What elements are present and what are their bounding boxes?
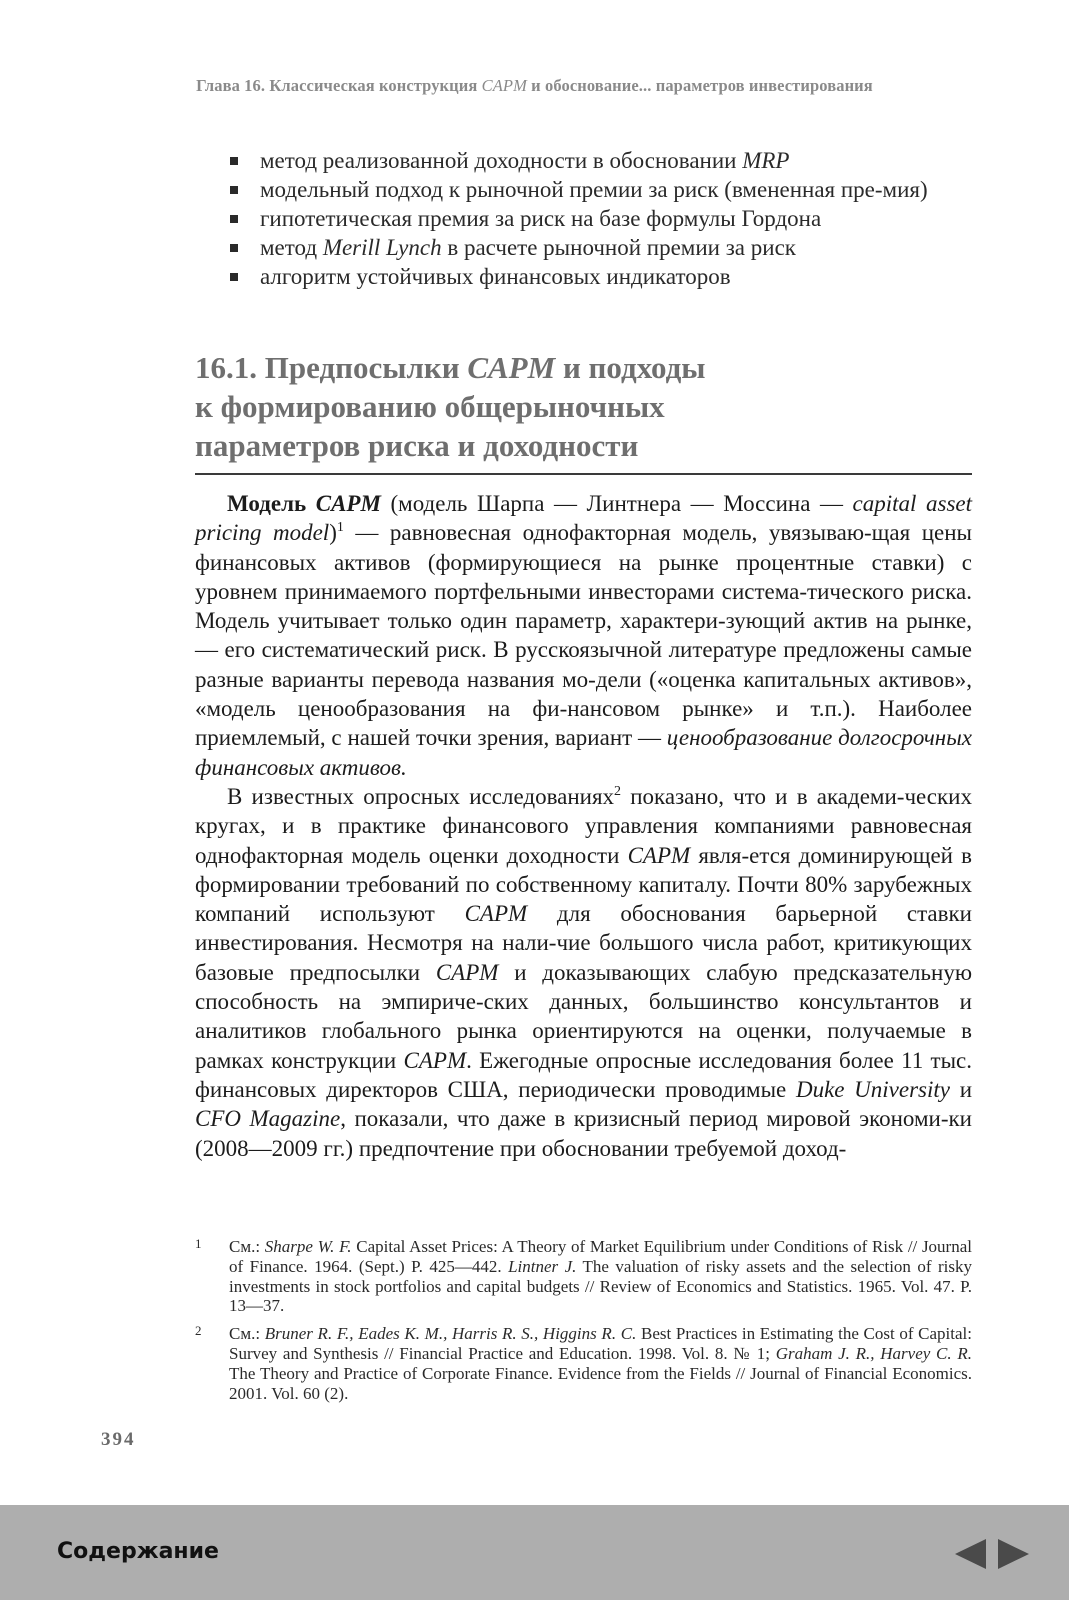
section-divider (195, 473, 972, 475)
text-run: См.: (229, 1237, 265, 1256)
text-run: Модель (227, 491, 316, 516)
text-run: CAPM (627, 842, 691, 868)
text-run: Best Practices in Estimating the Cost of Capital: Survey and Synthesis // Financial Practice and Education. 1998. Vol. 8. № 1; (229, 1324, 972, 1363)
footnote-ref: 1 (336, 520, 344, 536)
list-item (228, 262, 973, 291)
footnote-ref: 2 (614, 783, 622, 799)
section-title-capm: CAPM (467, 350, 556, 385)
running-head (0, 76, 1069, 96)
bullet-square-icon (230, 186, 238, 194)
text-run: модельный подход к рыночной премии за риск (вмененная пре-мия) (260, 177, 928, 202)
text-run: и доказывающих слабую предсказательную способность на эмпириче-ских данных, большинство консультантов и аналитиков глобального рынка ориентируются на оценки, получаемые в рамках конструкции (195, 959, 972, 1073)
text-run: Lintner J. (508, 1256, 577, 1276)
chapter-topics-list (228, 146, 973, 291)
text-run: . Ежегодные опросные исследования более 11 тыс. финансовых директоров США, периодически проводимые (195, 1047, 973, 1102)
text-run: Sharpe W. F. (264, 1237, 352, 1256)
running-head-capm: CAPM (481, 76, 527, 95)
table-of-contents-link[interactable]: Содержание (57, 1539, 219, 1564)
section-heading-line-1 (195, 348, 975, 387)
list-item (228, 146, 973, 175)
text-run: capital asset pricing model (195, 491, 972, 546)
text-run: алгоритм устойчивых финансовых индикаторов (260, 264, 731, 289)
text-run: — равновесная однофакторная модель, увязываю-щая цены финансовых активов (формирующиеся на рынке процентные ставки) с уровнем принимаемого портфельными инвесторами система-тического риска. Модель учитывает только один параметр, характери-зующий актив на рынке, — его систематический риск. В русскоязычной литературе предложены самые разные варианты перевода названия мо-дели («оценка капитальных активов», «модель ценообразования на фи-нансовом рынке» и т.п.). Наиболее приемлемый, с нашей точки зрения, вариант — (195, 520, 972, 751)
list-item (228, 175, 973, 204)
bullet-square-icon (230, 273, 238, 281)
section-number: 16.1. (195, 350, 257, 385)
text-run: метод (260, 235, 323, 260)
navigation-bar (0, 1505, 1069, 1600)
text-run: в расчете рыночной премии за риск (441, 235, 796, 260)
section-title-c: и подходы (555, 350, 706, 385)
bullet-square-icon (230, 157, 238, 165)
text-run: CAPM (315, 491, 381, 516)
footnote-number: 1 (195, 1236, 202, 1251)
body-paragraph (195, 489, 972, 782)
section-heading-line-3: параметров риска и доходности (195, 428, 639, 463)
text-run: CAPM (403, 1047, 467, 1073)
section-heading (195, 348, 975, 465)
section-heading-line-2: к формированию общерыночных (195, 389, 665, 424)
footnote (195, 1237, 972, 1316)
text-run: The valuation of risky assets and the selection of risky investments in stock portfolios and capital budgets // Review of Economics and Statistics. 1965. Vol. 47. P. 13—37. (229, 1256, 972, 1316)
footnotes (195, 1237, 972, 1411)
text-run: (модель Шарпа — Линтнера — Моссина — (380, 491, 853, 516)
text-run: , показали, что даже в кризисный период мировой экономи-ки (2008—2009 гг.) предпочтение при обосновании требуемой доход- (195, 1106, 972, 1161)
text-run: явля-ется доминирующей в формировании требований по собственному капиталу. Почти 80% зарубежных компаний используют (195, 842, 972, 927)
arrow-right-icon[interactable] (996, 1537, 1032, 1571)
text-run: CAPM (435, 959, 499, 985)
bullet-square-icon (230, 244, 238, 252)
footnote (195, 1324, 972, 1403)
bullet-square-icon (230, 215, 238, 223)
text-run: для обоснования барьерной ставки инвестирования. Несмотря на нали-чие большого числа работ, критикующих базовые предпосылки (195, 901, 972, 985)
running-head-text-a: Глава 16. Классическая конструкция (196, 76, 482, 95)
text-run: MRP (742, 148, 790, 173)
text-run: ) (329, 520, 337, 546)
list-item (228, 204, 973, 233)
running-head-text-c: и обоснование... параметров инвестирования (526, 76, 873, 95)
text-run: показано, что и в академи-ческих кругах, и в практике финансового управления компаниями равновесная однофакторная модель оценки доходности (195, 783, 972, 868)
section-title-a: Предпосылки (257, 350, 468, 385)
text-run: The Theory and Practice of Corporate Finance. Evidence from the Fields // Journal of Financial Economics. 2001. Vol. 60 (2). (229, 1363, 972, 1403)
page-number: 394 (101, 1429, 136, 1450)
text-run: Bruner R. F., Eades K. M., Harris R. S., Higgins R. C. (264, 1324, 637, 1344)
body-text (195, 489, 972, 1163)
footnote-number: 2 (195, 1323, 202, 1339)
text-run: В известных опросных исследованиях (227, 783, 615, 809)
list-item (228, 233, 973, 262)
text-run: ценообразование долгосрочных финансовых активов. (195, 725, 972, 780)
body-paragraph (195, 782, 972, 1163)
arrow-left-icon[interactable] (952, 1537, 988, 1571)
text-run: гипотетическая премия за риск на базе формулы Гордона (260, 206, 822, 231)
text-run: См.: (229, 1324, 265, 1344)
text-run: Capital Asset Prices: A Theory of Market Equilibrium under Conditions of Risk // Journal of Finance. 1964. (Sept.) P. 425—442. (229, 1237, 972, 1276)
text-run: Duke University (795, 1076, 950, 1102)
text-run: CFO Magazine (195, 1106, 341, 1132)
text-run: и (950, 1076, 973, 1102)
text-run: CAPM (464, 901, 528, 927)
text-run: Merill Lynch (322, 235, 442, 260)
text-run: Graham J. R., Harvey C. R. (775, 1343, 972, 1363)
text-run: метод реализованной доходности в обосновании (260, 148, 743, 173)
